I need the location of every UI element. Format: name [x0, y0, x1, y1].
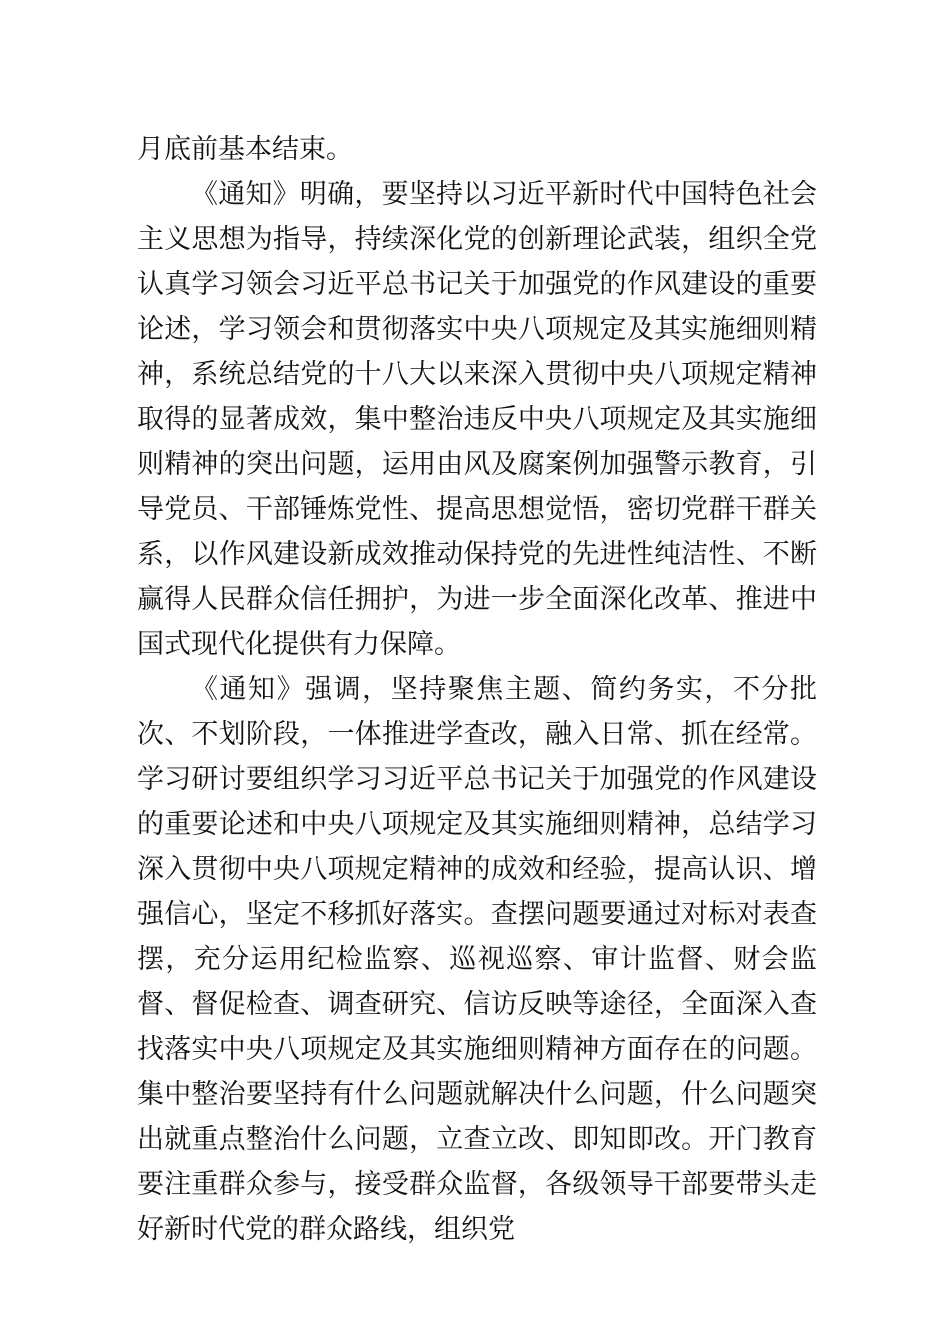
paragraph-notice-clarifies: 《通知》明确，要坚持以习近平新时代中国特色社会主义思想为指导，持续深化党的创新理论武装，组织全党认真学习领会习近平总书记关于加强党的作风建设的重要论述，学习领会和贯彻落实中央八项规定及其实施细则精神，系统总结党的十八大以来深入贯彻中央八项规定精神取得的显著成效，集中整治违反中央八项规定及其实施细则精神的突出问题，运用由风及腐案例加强警示教育，引导党员、干部锤炼党性、提高思想觉悟，密切党群干群关系，以作风建设新成效推动保持党的先进性纯洁性、不断赢得人民群众信任拥护，为进一步全面深化改革、推进中国式现代化提供有力保障。: [137, 179, 817, 660]
paragraph-notice-emphasizes: 《通知》强调，坚持聚焦主题、简约务实，不分批次、不划阶段，一体推进学查改，融入日常、抓在经常。学习研讨要组织学习习近平总书记关于加强党的作风建设的重要论述和中央八项规定及其实施细则精神，总结学习深入贯彻中央八项规定精神的成效和经验，提高认识、增强信心，坚定不移抓好落实。查摆问题要通过对标对表查摆，充分运用纪检监察、巡视巡察、审计监督、财会监督、督促检查、调查研究、信访反映等途径，全面深入查找落实中央八项规定及其实施细则精神方面存在的问题。集中整治要坚持有什么问题就解决什么问题，什么问题突出就重点整治什么问题，立查立改、即知即改。开门教育要注重群众参与，接受群众监督，各级领导干部要带头走好新时代党的群众路线，组织党: [137, 674, 817, 1245]
paragraph-continuation: 月底前基本结束。: [137, 134, 353, 165]
document-body: [137, 127, 817, 1252]
